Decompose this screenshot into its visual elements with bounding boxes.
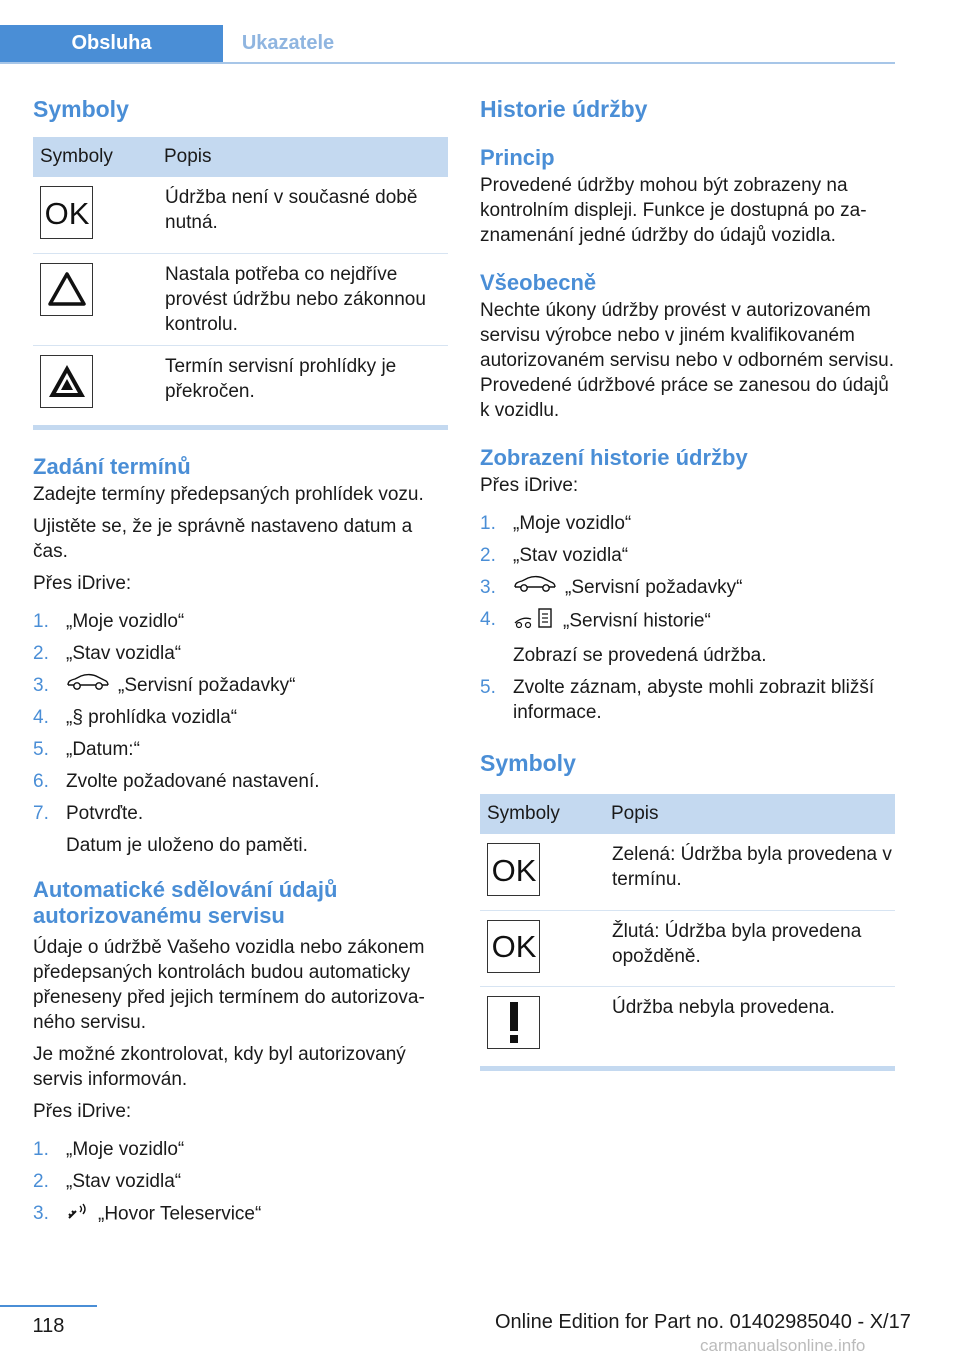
table-header-symbols: Symboly xyxy=(33,137,157,177)
auto-paragraph: Je možné zkontrolovat, kdy byl autorizovaný servis informován. xyxy=(33,1044,406,1091)
list-item: 1. „Moje vozidlo“ xyxy=(33,1139,185,1161)
left-column xyxy=(33,95,448,1235)
header-tabbar xyxy=(0,25,895,64)
display-history-heading: Zobrazení historie údržby xyxy=(480,445,748,470)
row-description: Údržba nebyla provedena. xyxy=(612,996,835,1018)
exclamation-icon xyxy=(487,996,540,1049)
page-number: 118 xyxy=(0,1305,97,1338)
warning-triangle-icon xyxy=(40,263,93,316)
service-history-icon xyxy=(513,607,555,636)
row-description: Žlutá: Údržba byla provedena opožděně. xyxy=(604,910,895,986)
table-header-description: Popis xyxy=(157,137,448,177)
step-note: Zobrazí se provedená údržba. xyxy=(513,645,767,667)
row-description: Termín servisní prohlídky je překročen. xyxy=(165,355,397,402)
history-heading: Historie údržby xyxy=(480,96,648,122)
list-item: 2. „Stav vozidla“ xyxy=(33,1171,182,1193)
general-paragraph: Nechte úkony údržby provést v autorizovaném servisu výrobce nebo v jiném kvalifikovaném autorizovaném servisu nebo v odborném servisu. Provedené údržbové práce se zanesou do údajů k vozidlu. xyxy=(480,300,894,421)
principle-heading: Princip xyxy=(480,145,555,170)
dates-paragraph: Ujistěte se, že je správně nastaveno datum a čas. xyxy=(33,516,413,562)
dates-steps-list xyxy=(33,609,448,858)
history-symbols-table xyxy=(480,794,895,1062)
list-item: 5. „Datum:“ xyxy=(33,739,140,761)
edition-footer: Online Edition for Part no. 01402985040 - X/17 xyxy=(495,1311,911,1333)
table-row xyxy=(480,834,895,910)
list-item: 1. „Moje vozidlo“ xyxy=(33,611,185,632)
history-symbols-heading: Symboly xyxy=(480,750,576,777)
tab-ukazatele[interactable]: Ukazatele xyxy=(241,32,335,54)
list-item: 3. „Servisní požadavky“ xyxy=(480,575,895,600)
list-item: 2. „Stav vozidla“ xyxy=(33,643,182,664)
dates-heading: Zadání termínů xyxy=(33,454,191,479)
table-header-description: Popis xyxy=(604,794,895,834)
table-bottom-rule xyxy=(480,1066,895,1071)
auto-paragraph: Přes iDrive: xyxy=(33,1101,132,1123)
auto-steps-list xyxy=(33,1137,448,1228)
list-item: 2. „Stav vozidla“ xyxy=(480,545,629,566)
table-bottom-rule xyxy=(33,425,448,430)
list-item: 4. „§ prohlídka vozidla“ xyxy=(33,707,238,729)
car-icon xyxy=(66,673,110,698)
tab-obsluha[interactable]: Obsluha xyxy=(0,25,223,62)
row-description: Nastala potřeba co nejdříve provést údržbu nebo zákonnou kontrolu. xyxy=(157,253,448,345)
general-heading: Všeobecně xyxy=(480,270,597,295)
right-column xyxy=(480,95,895,1071)
auto-heading: Automatické sdělování údajů autorizovanému servisu xyxy=(33,877,338,929)
list-item: 4. „Servisní historie“ Zobrazí se provedená údržba. xyxy=(480,609,767,667)
list-item: 3. „Hovor Teleservice“ xyxy=(33,1201,448,1228)
warning-triangle-filled-icon xyxy=(40,355,93,408)
svg-text:OK: OK xyxy=(491,931,536,962)
dates-paragraph: Přes iDrive: xyxy=(33,573,132,594)
row-description: Údržba není v současné době nutná. xyxy=(157,177,448,253)
ok-icon xyxy=(40,186,93,239)
step-note: Datum je uloženo do paměti. xyxy=(66,835,308,857)
svg-text:OK: OK xyxy=(44,197,89,228)
symbols-heading: Symboly xyxy=(33,96,129,122)
ok-icon xyxy=(487,843,540,896)
teleservice-icon xyxy=(66,1201,90,1228)
table-row xyxy=(33,345,448,421)
dates-paragraph: Zadejte termíny předepsaných prohlídek vozu. xyxy=(33,484,424,505)
watermark: carmanualsonline.info xyxy=(700,1336,866,1355)
svg-text:OK: OK xyxy=(491,854,536,885)
list-item: 5. Zvolte záznam, abyste mohli zobrazit bližší informace. xyxy=(480,677,875,724)
list-item: 6. Zvolte požadované nastavení. xyxy=(33,771,320,793)
symbols-table xyxy=(33,137,448,421)
row-description: Zelená: Údržba byla provedena v termínu. xyxy=(604,834,895,910)
principle-paragraph: Provedené údržby mohou být zobrazeny na kontrolním displeji. Funkce je dostupná po zaznamenání jedné údržby do údajů vozidla. xyxy=(480,175,867,246)
table-row xyxy=(480,986,895,1062)
ok-icon xyxy=(487,920,540,973)
table-row xyxy=(33,177,448,253)
list-item: 3. „Servisní požadavky“ xyxy=(33,673,448,698)
table-header-symbols: Symboly xyxy=(480,794,604,834)
display-steps-list xyxy=(480,511,895,725)
display-paragraph: Přes iDrive: xyxy=(480,475,579,496)
list-item: 1. „Moje vozidlo“ xyxy=(480,513,632,534)
auto-paragraph: Údaje o údržbě Vašeho vozidla nebo zákonem předepsaných kontrolách budou automaticky přeneseny před jejich termínem do autorizovaného servisu. xyxy=(33,937,425,1034)
car-icon xyxy=(513,575,557,600)
table-row xyxy=(33,253,448,345)
table-row xyxy=(480,910,895,986)
list-item: 7. Potvrďte. Datum je uloženo do paměti. xyxy=(33,803,308,857)
